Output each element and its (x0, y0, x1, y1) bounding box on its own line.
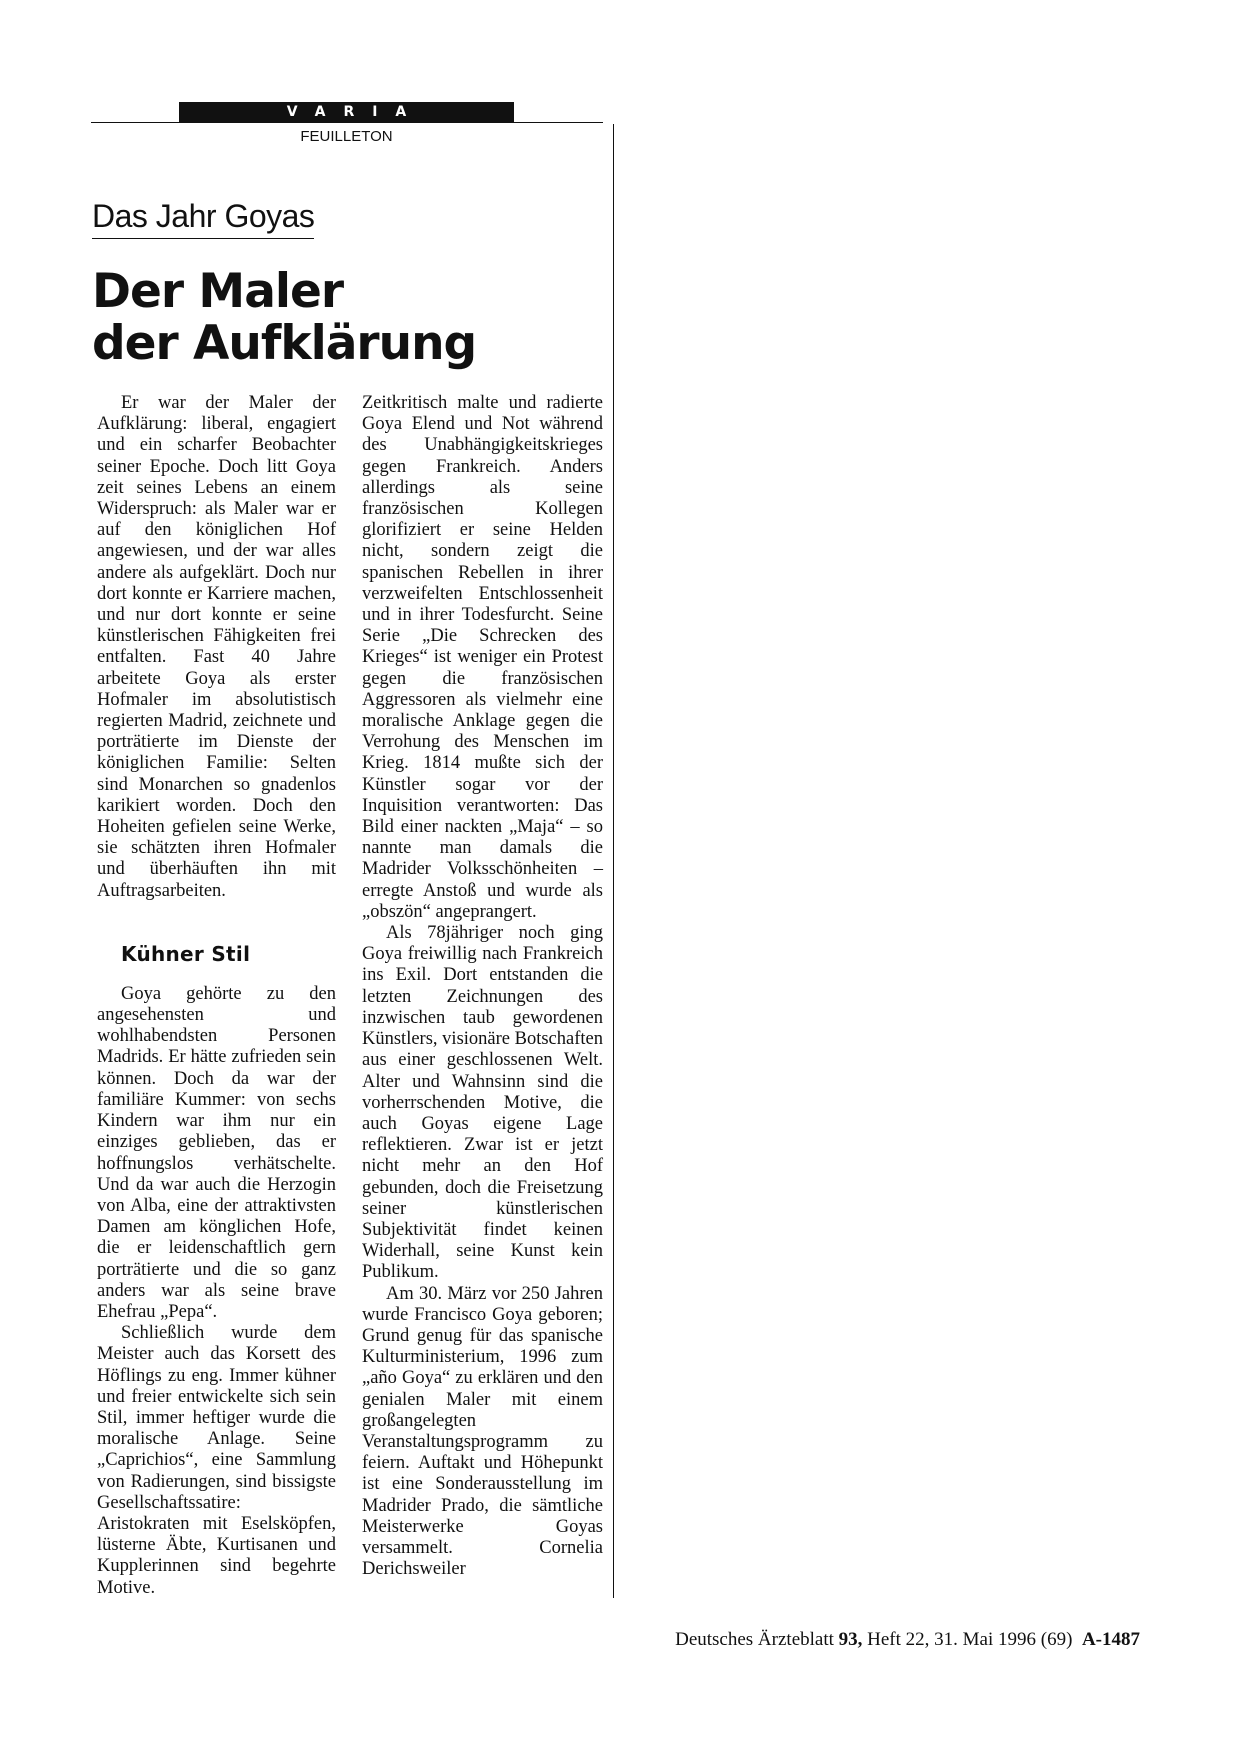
paragraph: Schließlich wurde dem Meister auch das Korsett des Höflings zu eng. Immer kühner und freier entwickelte sich sein Stil, immer heftiger wurde die moralische Anlage. Seine „Caprichios“, eine Sammlung von Radierungen, sind bissigste Gesellschaftssatire: Aristokraten mit Eselsköpfen, lüsterne Äbte, Kurtisanen und Kupplerinnen sind begehrte Motive. (97, 1323, 336, 1598)
paragraph-text: Am 30. März vor 250 Jahren wurde Francisco Goya geboren; Grund genug für das spanische Kulturministerium, 1996 zum „año Goya“ zu erklären und den genialen Maler mit einem großangelegten Veranstaltungsprogramm zu feiern. Auftakt und Höhepunkt ist eine Sonderausstellung im Madrider Prado, die sämtliche Meisterwerke Goyas versammelt. (362, 1283, 603, 1558)
text-column-2 (362, 393, 603, 1580)
article-headline (92, 266, 476, 370)
header-rule (91, 122, 603, 123)
subsection-label: FEUILLETON (300, 128, 393, 145)
page-number: A-1487 (1081, 1629, 1140, 1650)
journal-volume: 93, (838, 1629, 863, 1650)
article-kicker: Das Jahr Goyas (92, 198, 314, 239)
paragraph: Goya gehörte zu den angesehensten und wohlhabendsten Personen Madrids. Er hätte zufrieden sein können. Doch da war der familiäre Kummer: von sechs Kindern war ihm nur ein einziges geblieben, das er hoffnungslos verhätschelte. Und da war auch die Herzogin von Alba, eine der attraktivsten Damen am könglichen Hofe, die er leidenschaftlich gern porträtierte und die so ganz anders war als seine brave Ehefrau „Pepa“. (97, 983, 336, 1322)
paragraph: Zeitkritisch malte und radierte Goya Elend und Not während des Unabhängigkeitskrieges gegen Frankreich. Anders allerdings als seine französischen Kollegen glorifiziert er seine Helden nicht, sondern zeigt die spanischen Rebellen in ihrer verzweifelten Entschlossenheit und in ihrer Todesfurcht. Seine Serie „Die Schrecken des Krieges“ ist weniger ein Protest gegen die französischen Aggressoren als vielmehr eine moralische Anklage gegen die Verrohung des Menschen im Krieg. 1814 mußte sich der Künstler sogar vor der Inquisition verantworten: Das Bild einer nackten „Maja“ – so nannte man damals die Madrider Volksschönheiten – erregte Anstoß und wurde als „obszön“ angeprangert. (362, 393, 603, 922)
page-footer (540, 1628, 1140, 1652)
headline-line-2: der Aufklärung (92, 316, 477, 371)
headline-line-1: Der Maler (92, 264, 344, 319)
column-divider (613, 124, 614, 1598)
paragraph: Als 78jähriger noch ging Goya freiwillig nach Frankreich ins Exil. Dort entstanden die letzten Zeichnungen des inzwischen taub gewordenen Künstlers, visionäre Botschaften aus einer geschlossenen Welt. Alter und Wahnsinn sind die vorherrschenden Motive, die auch Goyas eigene Lage reflektieren. Zwar ist er jetzt nicht mehr an den Hof gebunden, doch die Freisetzung seiner künstlerischen Subjektivität findet keinen Widerhall, seine Kunst kein Publikum. (362, 923, 603, 1283)
paragraph (362, 1284, 603, 1581)
article-subhead: Kühner Stil (121, 941, 251, 966)
journal-name: Deutsches Ärzteblatt (675, 1629, 834, 1650)
section-label: VARIA (179, 102, 514, 122)
paragraph: Er war der Maler der Aufklärung: liberal, engagiert und ein scharfer Beobachter seiner Epoche. Doch litt Goya zeit seines Lebens an einem Widerspruch: als Maler war er auf den königlichen Hof angewiesen, und der war alles andere als aufgeklärt. Doch nur dort konnte er Karriere machen, und nur dort konnte er seine künstlerischen Fähigkeiten frei entfalten. Fast 40 Jahre arbeitete Goya als erster Hofmaler im absolutistisch regierten Madrid, zeichnete und porträtierte im Dienste der königlichen Familie: Selten sind Monarchen so gnadenlos karikiert worden. Doch den Hoheiten gefielen seine Werke, sie schätzten ihren Hofmaler und überhäuften ihn mit Auftragsarbeiten. (97, 393, 336, 901)
issue-date: Heft 22, 31. Mai 1996 (69) (867, 1629, 1073, 1650)
author-byline: Cornelia Derichsweiler (362, 1537, 603, 1580)
text-column-1 (97, 393, 336, 1599)
